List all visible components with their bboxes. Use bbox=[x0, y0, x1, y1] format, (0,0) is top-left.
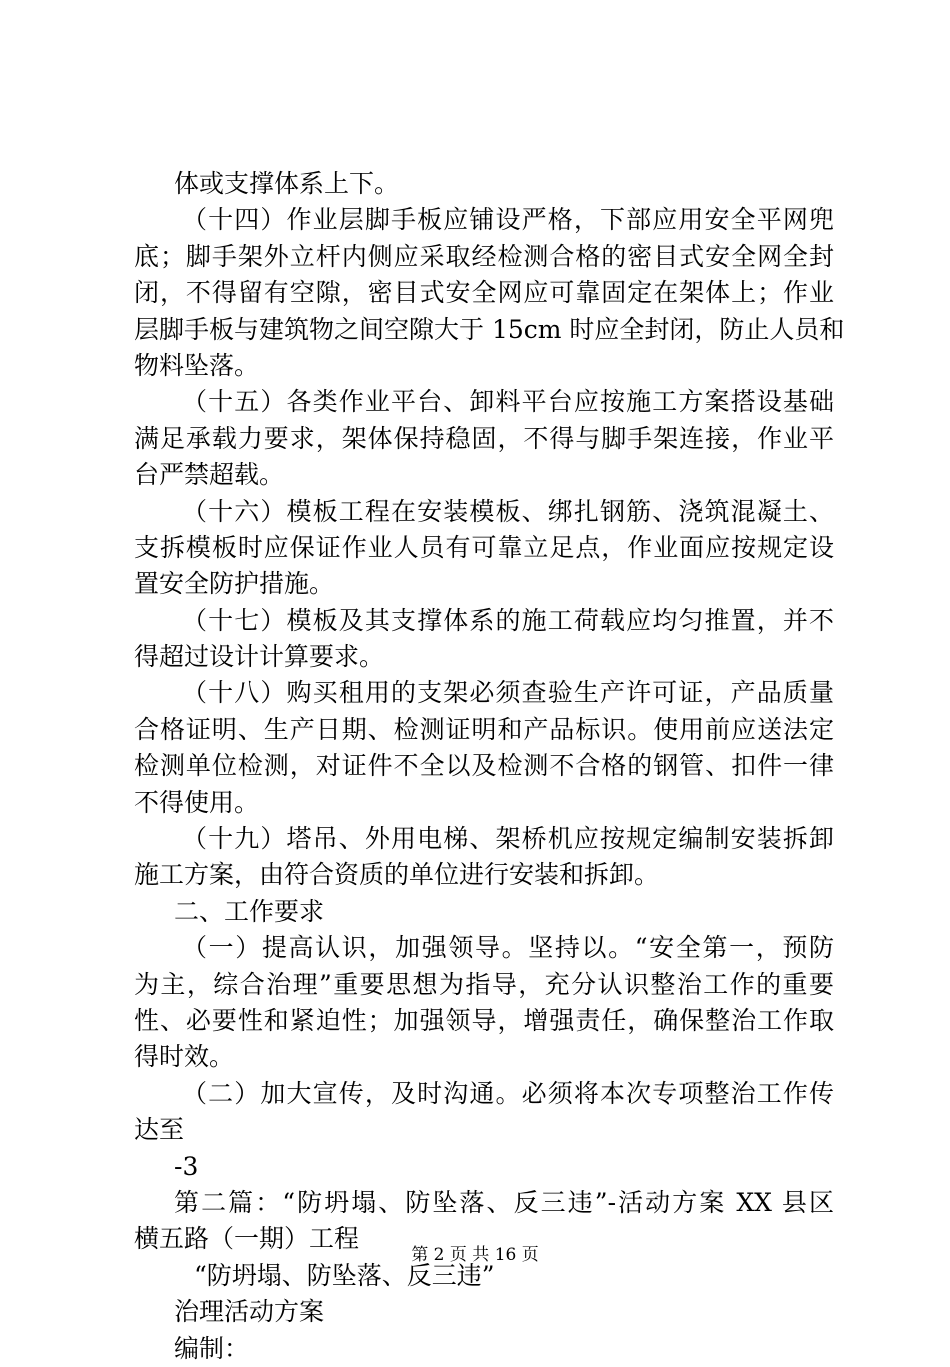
text-line: 得超过设计计算要求。 bbox=[134, 642, 385, 672]
page-marker: -3 bbox=[174, 1151, 199, 1181]
text-line: （十九）塔吊、外用电梯、架桥机应按规定编制安装拆卸 bbox=[182, 824, 834, 854]
text-line: 底；脚手架外立杆内侧应采取经检测合格的密目式安全网全封 bbox=[134, 241, 834, 271]
text-line: 为主，综合治理”重要思想为指导，充分认识整治工作的重要 bbox=[134, 969, 834, 999]
section-heading: 二、工作要求 bbox=[174, 896, 325, 926]
text-line: 施工方案，由符合资质的单位进行安装和拆卸。 bbox=[134, 860, 660, 890]
text-line: 闭，不得留有空隙，密目式安全网应可靠固定在架体上；作业 bbox=[134, 278, 834, 308]
text-line: 物料坠落。 bbox=[134, 350, 260, 380]
text-line: （十八）购买租用的支架必须查验生产许可证，产品质量 bbox=[182, 678, 834, 708]
text-line: 横五路（一期）工程 bbox=[134, 1224, 360, 1254]
text-line: 层脚手板与建筑物之间空隙大于 15cm 时应全封闭，防止人员和 bbox=[134, 314, 845, 344]
text-line: 性、必要性和紧迫性；加强领导，增强责任，确保整治工作取 bbox=[134, 1005, 834, 1035]
text-line: 合格证明、生产日期、检测证明和产品标识。使用前应送法定 bbox=[134, 714, 834, 744]
text-line: （十六）模板工程在安装模板、绑扎钢筋、浇筑混凝土、 bbox=[182, 496, 834, 526]
text-line: 得时效。 bbox=[134, 1042, 235, 1072]
text-line: （十五）各类作业平台、卸料平台应按施工方案搭设基础 bbox=[182, 387, 834, 417]
text-line: 置安全防护措施。 bbox=[134, 569, 335, 599]
text-line: 支拆模板时应保证作业人员有可靠立足点，作业面应按规定设 bbox=[134, 532, 834, 562]
text-line: 满足承载力要求，架体保持稳固，不得与脚手架连接，作业平 bbox=[134, 423, 834, 453]
text-line: 治理活动方案 bbox=[174, 1297, 325, 1327]
text-line: 不得使用。 bbox=[134, 787, 260, 817]
text-line: 编制： bbox=[174, 1333, 250, 1363]
text-line: （一）提高认识，加强领导。坚持以。“安全第一，预防 bbox=[182, 933, 834, 963]
text-line: 体或支撑体系上下。 bbox=[174, 169, 400, 198]
text-line: （十七）模板及其支撑体系的施工荷载应均匀推置，并不 bbox=[182, 605, 834, 635]
document-body bbox=[134, 166, 845, 1367]
text-line: 达至 bbox=[134, 1115, 185, 1145]
text-line: 检测单位检测，对证件不全以及检测不合格的钢管、扣件一律 bbox=[134, 751, 834, 781]
chapter-title: 第二篇：“防坍塌、防坠落、反三违”-活动方案 XX 县区 bbox=[174, 1187, 834, 1217]
page-footer: 第 2 页 共 16 页 bbox=[411, 1245, 539, 1265]
text-line: 台严禁超载。 bbox=[134, 460, 285, 490]
text-line: “防坍塌、防坠落、反三违” bbox=[194, 1260, 495, 1290]
text-line: （十四）作业层脚手板应铺设严格，下部应用安全平网兜 bbox=[182, 205, 834, 235]
text-line: （二）加大宣传，及时沟通。必须将本次专项整治工作传 bbox=[182, 1078, 834, 1108]
